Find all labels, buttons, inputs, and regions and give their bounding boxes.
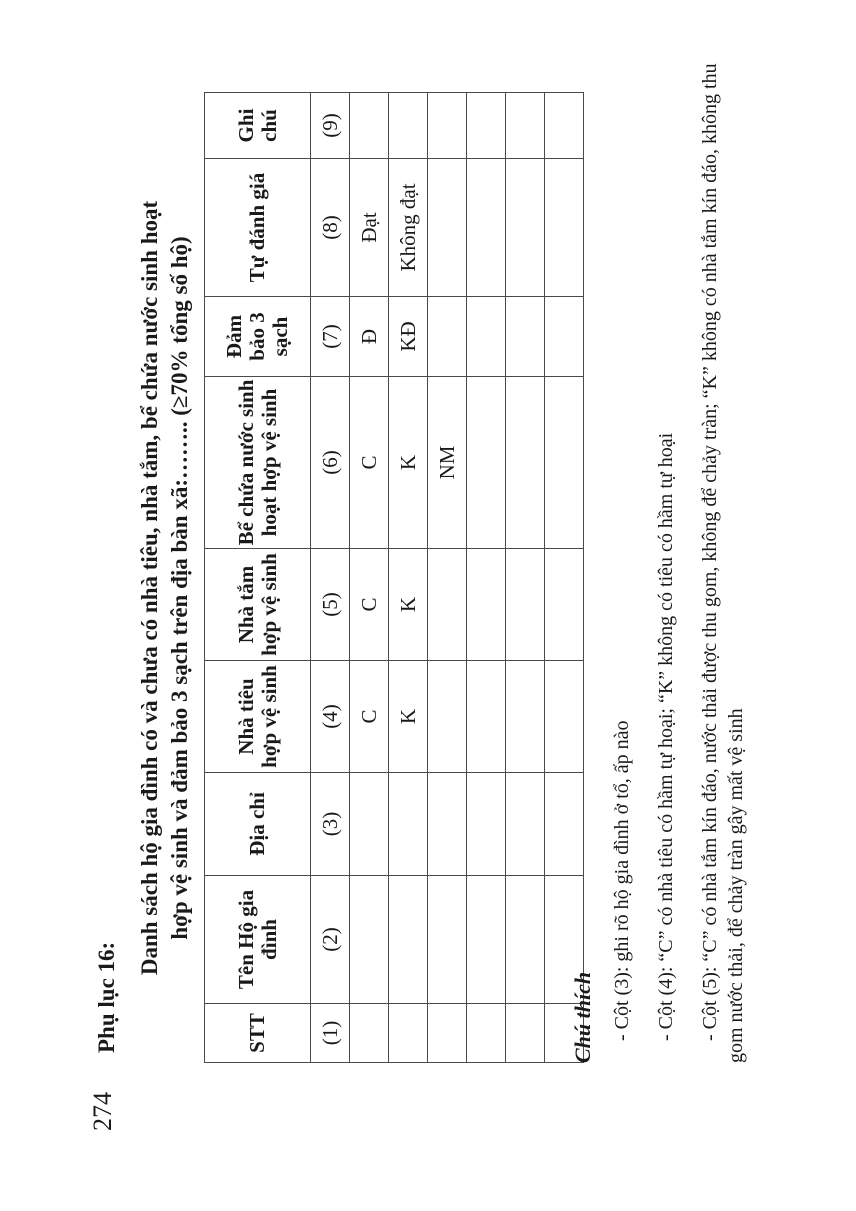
table-cell [467,1004,506,1063]
table-cell [428,297,467,377]
table-cell [389,876,428,1004]
table-cell [350,876,389,1004]
page-number: 274 [88,1092,117,1131]
table-cell: (5) [311,549,350,661]
table-cell [506,549,545,661]
header-self-assessment: Tự đánh giá [205,159,311,297]
table-cell [506,93,545,159]
notes-section [570,63,749,1063]
note-column-3: - Cột (3): ghi rõ hộ gia đình ở tổ, ấp nào [611,720,633,1041]
table-cell: K [389,377,428,549]
table-cell [467,159,506,297]
table-body [311,93,584,1063]
header-bathroom: Nhà tắm hợp vệ sinh [205,549,311,661]
table-cell [350,773,389,876]
table-cell [506,1004,545,1063]
table-cell: Đ [350,297,389,377]
table-cell [428,159,467,297]
table-cell [467,377,506,549]
table-row [311,93,350,1063]
header-row [205,93,311,1063]
table-cell [506,159,545,297]
table-row [428,93,467,1063]
table-cell [467,93,506,159]
header-address: Địa chỉ [205,773,311,876]
table-row [389,93,428,1063]
header-household-name: Tên Hộ gia đình [205,876,311,1004]
table-cell: (8) [311,159,350,297]
header-three-clean: Đảm bảo 3 sạch [205,297,311,377]
table-cell [389,773,428,876]
table-cell [467,773,506,876]
table-cell [506,377,545,549]
table-cell [506,297,545,377]
table-cell [467,297,506,377]
table-cell [428,93,467,159]
table-cell: C [350,549,389,661]
table-cell [506,773,545,876]
table-cell [428,1004,467,1063]
table-row [467,93,506,1063]
table-cell [467,549,506,661]
table-cell: (6) [311,377,350,549]
table-cell [350,1004,389,1063]
table-cell: (1) [311,1004,350,1063]
table-cell [389,93,428,159]
title-line-2: hợp vệ sinh và đảm bảo 3 sạch trên địa bàn xã:…….. (≥70% tổng số hộ) [167,236,192,940]
table-cell: (2) [311,876,350,1004]
header-water-tank: Bể chứa nước sinh hoạt hợp vệ sinh [205,377,311,549]
table-cell: (9) [311,93,350,159]
table-cell: C [350,377,389,549]
note-column-5: - Cột (5): “C” có nhà tắm kín đáo, nước thải được thu gom, không để chảy tràn; “K” không có nhà tắm kín đáo, không thu gom nước thải, để chảy tràn gây mất vệ sinh [699,63,747,1063]
header-notes: Ghi chú [205,93,311,159]
table-cell [350,93,389,159]
table-cell [467,661,506,773]
table-cell: (7) [311,297,350,377]
table-cell [506,876,545,1004]
table-row [350,93,389,1063]
table-cell: NM [428,377,467,549]
notes-title: Chú thích [570,971,595,1063]
appendix-heading: Phụ lục 16: [94,941,119,1053]
table-cell [467,876,506,1004]
table-cell: KĐ [389,297,428,377]
table-cell: Đạt [350,159,389,297]
table-cell: (3) [311,773,350,876]
table-cell [428,876,467,1004]
table-cell [428,661,467,773]
table-title [135,123,195,1053]
table-cell [428,549,467,661]
table-cell: K [389,549,428,661]
table-cell [389,1004,428,1063]
header-stt: STT [205,1004,311,1063]
title-line-1: Danh sách hộ gia đình có và chưa có nhà tiêu, nhà tắm, bể chứa nước sinh hoạt [137,200,162,976]
table-cell: Không đạt [389,159,428,297]
table-header [205,93,311,1063]
table-row [506,93,545,1063]
table-cell [428,773,467,876]
header-toilet: Nhà tiêu hợp vệ sinh [205,661,311,773]
note-column-4: - Cột (4): “C” có nhà tiêu có hầm tự hoại; “K” không có tiêu có hầm tự hoại [655,432,677,1041]
table-cell: (4) [311,661,350,773]
table-cell [506,661,545,773]
household-table [204,92,584,1063]
table-cell: K [389,661,428,773]
table-cell: C [350,661,389,773]
